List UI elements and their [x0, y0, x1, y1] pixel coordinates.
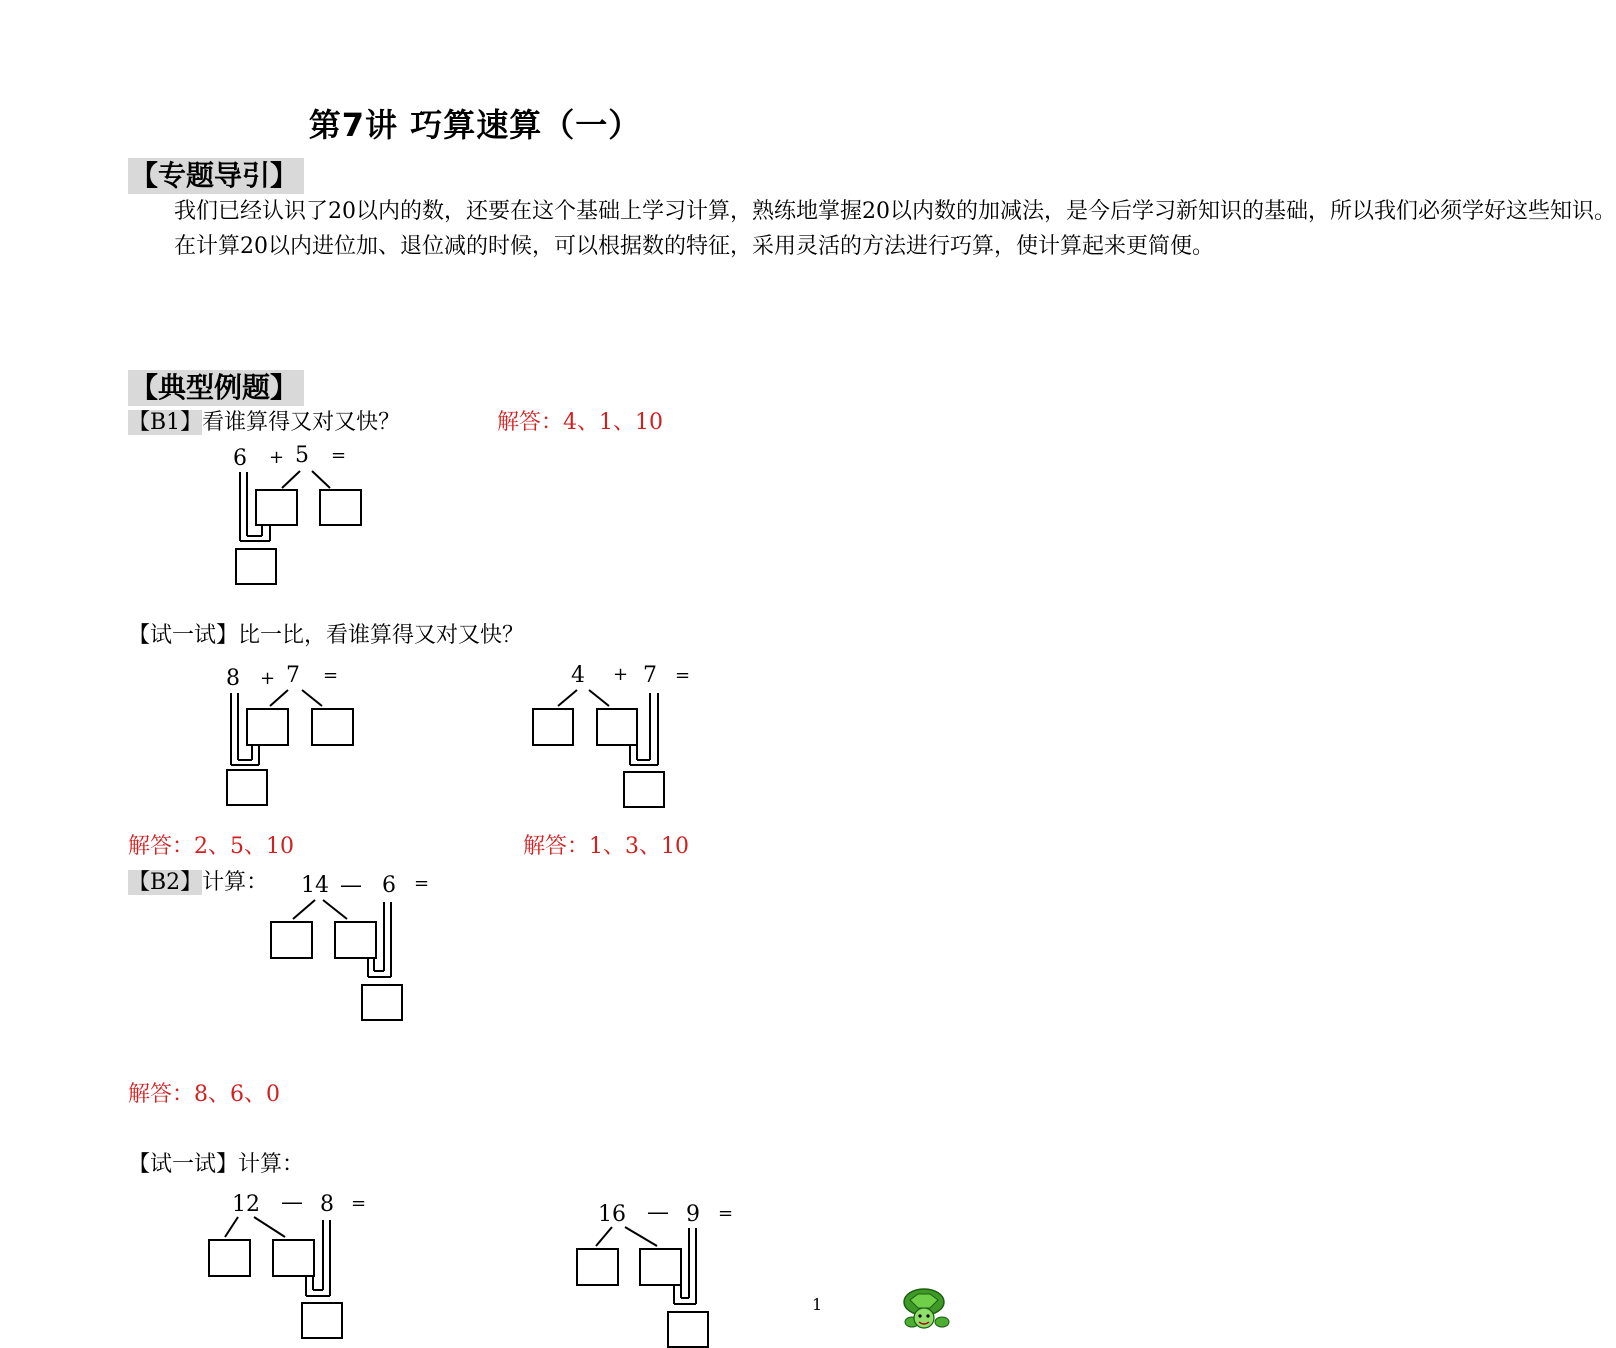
- try1-p1-diagram: [227, 690, 353, 805]
- b2-tag: 【B2】: [128, 870, 203, 895]
- try2-p2-answer-box-1[interactable]: [577, 1249, 618, 1285]
- try1-label: 【试一试】比一比，看谁算得又对又快？: [128, 623, 525, 648]
- b2-number-2: 6: [382, 873, 396, 898]
- try1-p1-result-box[interactable]: [227, 770, 267, 805]
- intro-paragraph-2: 在计算20以内进位加、退位减的时候，可以根据数的特征，采用灵活的方法进行巧算，使计算起来更简便。: [174, 234, 1214, 259]
- b1-tag: 【B1】: [128, 410, 203, 435]
- b1-number-2: 5: [295, 443, 309, 468]
- b1-equals: =: [331, 445, 347, 466]
- try2-p1-answer-box-1[interactable]: [209, 1240, 250, 1276]
- b1-answer: 解答：4、1、10: [497, 410, 663, 435]
- try2-p2-number-2: 9: [686, 1202, 700, 1227]
- b2-number-1: 14: [301, 873, 329, 898]
- try1-p1-answer: 解答：2、5、10: [128, 834, 294, 859]
- try1-p2-answer-box-1[interactable]: [533, 709, 573, 745]
- b2-operator: —: [340, 873, 362, 898]
- try2-p2-number-1: 16: [598, 1202, 626, 1227]
- b1-operator: +: [269, 447, 285, 468]
- try2-label: 【试一试】计算：: [128, 1152, 305, 1177]
- b2-equals: =: [414, 873, 430, 894]
- try2-p1-diagram: [209, 1217, 342, 1338]
- try1-p1-answer-box-1[interactable]: [247, 709, 288, 745]
- b1-answer-box-2[interactable]: [320, 490, 361, 525]
- b1-number-1: 6: [233, 446, 247, 471]
- try1-p1-answer-box-2[interactable]: [312, 709, 353, 745]
- b1-answer-box-1[interactable]: [256, 490, 297, 525]
- b2-answer: 解答：8、6、0: [128, 1082, 280, 1107]
- try1-p1-equals: =: [323, 665, 339, 686]
- try1-p2-number-1: 4: [571, 663, 585, 688]
- b2-answer-box-2[interactable]: [335, 922, 376, 958]
- intro-paragraph-1: 我们已经认识了20以内的数，还要在这个基础上学习计算，熟练地掌握20以内数的加减法，是今后学习新知识的基础，所以我们必须学好这些知识。: [174, 199, 1616, 224]
- page-number: 1: [812, 1295, 823, 1314]
- b2-question-text: 计算：: [202, 870, 269, 895]
- try1-p1-number-2: 7: [286, 663, 300, 688]
- try1-p2-answer-box-2[interactable]: [597, 709, 637, 745]
- try1-p1-operator: +: [260, 668, 276, 689]
- try2-p2-answer-box-2[interactable]: [640, 1249, 681, 1285]
- try1-p2-equals: =: [675, 665, 691, 686]
- try2-p1-operator: —: [281, 1190, 303, 1215]
- section-header-intro: 【专题导引】: [128, 158, 304, 194]
- try1-p2-operator: +: [613, 664, 629, 685]
- b1-question-text: 看谁算得又对又快？: [202, 410, 401, 435]
- try1-p1-number-1: 8: [226, 666, 240, 691]
- try1-p2-number-2: 7: [643, 663, 657, 688]
- section-header-examples: 【典型例题】: [128, 370, 304, 406]
- try2-p2-operator: —: [647, 1200, 669, 1225]
- b1-result-box[interactable]: [236, 549, 276, 584]
- try2-p2-diagram: [577, 1227, 708, 1347]
- try2-p2-result-box[interactable]: [668, 1312, 708, 1347]
- b1-diagram: [236, 471, 361, 584]
- try1-p2-diagram: [533, 690, 664, 807]
- b2-result-box[interactable]: [362, 985, 402, 1020]
- b2-answer-box-1[interactable]: [271, 922, 312, 958]
- try2-p2-equals: =: [718, 1203, 734, 1224]
- turtle-icon: [904, 1289, 949, 1328]
- try2-p1-equals: =: [351, 1193, 367, 1214]
- try1-p2-result-box[interactable]: [624, 772, 664, 807]
- b2-diagram: [271, 900, 402, 1020]
- try2-p1-answer-box-2[interactable]: [273, 1240, 314, 1276]
- try1-p2-answer: 解答：1、3、10: [523, 834, 689, 859]
- try2-p1-number-2: 8: [320, 1192, 334, 1217]
- try2-p1-result-box[interactable]: [302, 1303, 342, 1338]
- try2-p1-number-1: 12: [232, 1192, 260, 1217]
- page-title: 第7讲 巧算速算（一）: [308, 106, 642, 144]
